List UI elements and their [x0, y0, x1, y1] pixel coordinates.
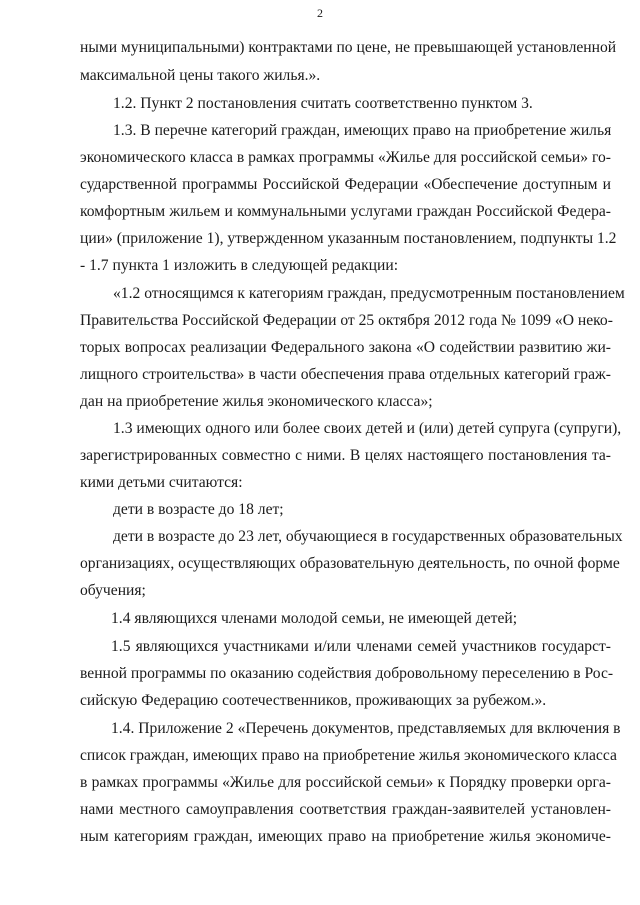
- text-line: 1.4 являющихся членами молодой семьи, не имеющей детей;: [111, 610, 518, 627]
- text-line: - 1.7 пункта 1 изложить в следующей редакции:: [80, 257, 399, 274]
- text-line: Правительства Российской Федерации от 25 октября 2012 года № 1099 «О неко-: [80, 312, 613, 329]
- text-line: торых вопросах реализации Федерального закона «О содействии развитию жи-: [80, 339, 611, 356]
- text-line: экономического класса в рамках программы «Жилье для российской семьи» го-: [80, 149, 611, 166]
- text-line: кими детьми считаются:: [80, 474, 243, 491]
- text-line: сийскую Федерацию соотечественников, проживающих за рубежом.».: [80, 692, 547, 709]
- text-line: ными муниципальными) контрактами по цене, не превышающей установленной: [80, 39, 617, 56]
- text-line: 1.3 имеющих одного или более своих детей и (или) детей супруга (супруги),: [113, 420, 622, 437]
- text-line: венной программы по оказанию содействия добровольному переселению в Рос-: [80, 665, 614, 682]
- text-line: дети в возрасте до 23 лет, обучающиеся в государственных образовательных: [113, 528, 623, 545]
- page-number: 2: [317, 6, 323, 20]
- text-line: «1.2 относящимся к категориям граждан, предусмотренным постановлением: [113, 285, 625, 302]
- text-line: 1.2. Пункт 2 постановления считать соответственно пунктом 3.: [113, 95, 533, 112]
- text-line: 1.4. Приложение 2 «Перечень документов, представляемых для включения в: [111, 720, 621, 737]
- text-line: дан на приобретение жилья экономического класса»;: [80, 393, 433, 410]
- text-line: лищного строительства» в части обеспечения права отдельных категорий граж-: [80, 366, 611, 383]
- text-line: максимальной цены такого жилья.».: [80, 67, 321, 84]
- text-line: организациях, осуществляющих образовательную деятельность, по очной форме: [80, 555, 620, 572]
- text-line: ции» (приложение 1), утвержденном указанным постановлением, подпункты 1.2: [80, 230, 617, 247]
- text-line: дети в возрасте до 18 лет;: [113, 501, 284, 518]
- text-line: ным категориям граждан, имеющих право на приобретение жилья экономиче-: [80, 828, 611, 845]
- text-line: 1.5 являющихся участниками и/или членами семей участников государст-: [111, 638, 611, 655]
- text-line: сударственной программы Российской Федерации «Обеспечение доступным и: [80, 176, 611, 193]
- text-line: комфортным жильем и коммунальными услугами граждан Российской Федера-: [80, 203, 611, 220]
- text-line: в рамках программы «Жилье для российской семьи» к Порядку проверки орга-: [80, 774, 611, 791]
- text-line: список граждан, имеющих право на приобретение жилья экономического класса: [80, 747, 617, 764]
- text-line: 1.3. В перечне категорий граждан, имеющих право на приобретение жилья: [113, 122, 612, 139]
- text-line: обучения;: [80, 582, 146, 599]
- text-line: нами местного самоуправления соответствия граждан-заявителей установлен-: [80, 801, 611, 818]
- text-line: зарегистрированных совместно с ними. В целях настоящего постановления та-: [80, 447, 611, 464]
